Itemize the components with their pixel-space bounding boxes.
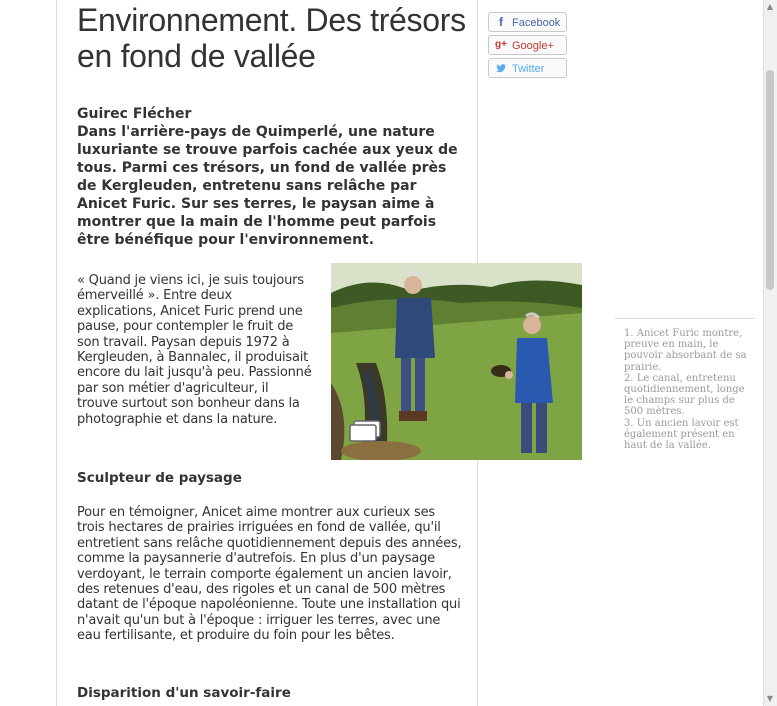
caption-divider (615, 318, 755, 319)
scrollbar-thumb[interactable] (766, 70, 774, 290)
article-paragraph: « Quand je viens ici, je suis toujours émerveillé ». Entre deux explications, Anicet Furic prend une pause, pour contempler le fruit de son travail. Paysan depuis 1972 à Kergleuden, à Bannalec, il produisait encore du lait jusqu'à peu. Passionné par son métier d'agriculteur, il trouve surtout son bonheur dans la photographie et dans la nature. (77, 273, 312, 427)
section-heading: Sculpteur de paysage (77, 470, 242, 486)
photo-caption (615, 318, 755, 468)
google-plus-icon: g+ (495, 39, 507, 50)
section-heading: Disparition d'un savoir-faire (77, 685, 291, 701)
article-lead: Dans l'arrière-pays de Quimperlé, une nature luxuriante se trouve parfois cachée aux yeux de tous. Parmi ces trésors, un fond de vallée près de Kergleuden, entretenu sans relâche par Anicet Furic. Sur ses terres, le paysan aime à montrer que la main de l'homme peut parfois être bénéfique pour l'environnement. (77, 124, 458, 248)
article-title: Environnement. Des trésors en fond de vallée (77, 2, 466, 74)
twitter-share-button[interactable] (488, 58, 567, 78)
gallery-icon[interactable] (348, 420, 382, 442)
twitter-share-label: Twitter (512, 63, 545, 75)
facebook-share-button[interactable] (488, 12, 567, 32)
caption-text: 1. Anicet Furic montre, preuve en main, le pouvoir absorbant de sa prairie. 2. Le canal, entretenu quotidiennement, longe le champs sur plus de 500 mètres. 3. Un ancien lavoir est également présent en haut de la vallée. (624, 328, 747, 452)
facebook-icon: f (499, 15, 503, 29)
scroll-up-icon[interactable]: ▲ (766, 2, 774, 11)
scroll-down-icon[interactable]: ▼ (766, 694, 774, 703)
facebook-share-label: Facebook (512, 17, 561, 29)
google-plus-share-label: Google+ (512, 40, 554, 52)
article-paragraph: Pour en témoigner, Anicet aime montrer aux curieux ses trois hectares de prairies irriguées en fond de vallée, qu'il entretient sans relâche quotidiennement depuis des années, comme la paysannerie d'autrefois. En plus d'un paysage verdoyant, le terrain comporte également un ancien lavoir, des retenues d'eau, des rigoles et un canal de 500 mètres datant de l'époque napoléonienne. Toute une installation qui n'avait qu'un but à l'époque : irriguer les terres, avec une eau fertilisante, et produire du foin pour les bêtes. (77, 505, 462, 644)
article-author: Guirec Flécher (77, 106, 192, 122)
column-divider-left (56, 0, 57, 706)
twitter-icon (495, 62, 507, 74)
google-plus-share-button[interactable] (488, 35, 567, 55)
